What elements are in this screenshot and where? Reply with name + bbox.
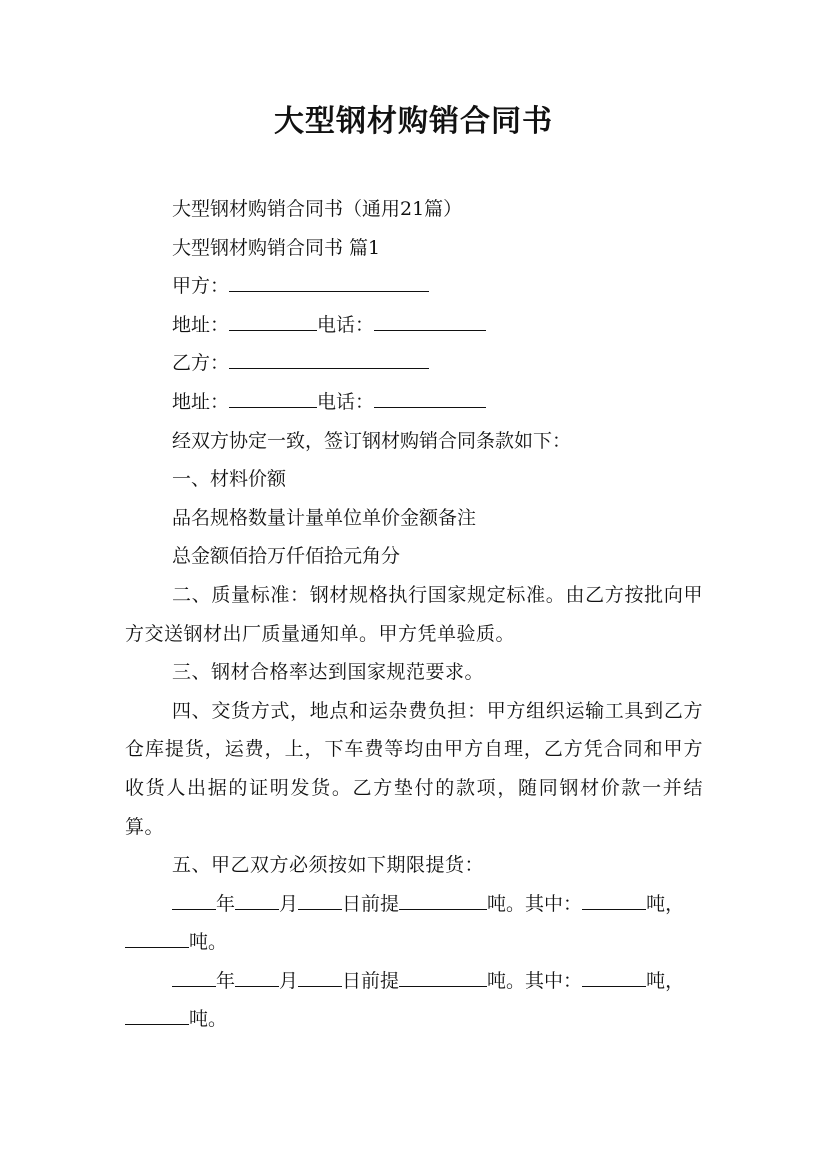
- day-label: 日前提: [342, 969, 400, 992]
- ton-blank: [125, 925, 189, 948]
- year-blank: [172, 887, 216, 910]
- day-label: 日前提: [342, 892, 400, 915]
- party-b-blank: [229, 346, 429, 369]
- ton-comma-label: 吨，: [646, 969, 685, 992]
- party-b-line: [125, 344, 703, 383]
- section-5: 五、甲乙双方必须按如下期限提货：: [172, 854, 485, 877]
- delivery-line-1: [125, 885, 703, 924]
- ton-blank: [582, 887, 646, 910]
- ton-end-label: 吨。: [189, 1008, 228, 1031]
- address-line-b: [125, 383, 703, 422]
- day-blank: [298, 887, 342, 910]
- ton-comma-label: 吨，: [646, 892, 685, 915]
- month-blank: [235, 964, 279, 987]
- year-label: 年: [216, 969, 236, 992]
- ton-end-label: 吨。: [189, 931, 228, 954]
- ton-blank: [125, 1002, 189, 1025]
- party-a-label: 甲方：: [172, 275, 230, 298]
- party-a-line: [125, 267, 703, 306]
- day-blank: [298, 964, 342, 987]
- heading-line: 大型钢材购销合同书（通用21篇）: [172, 198, 463, 220]
- month-blank: [235, 887, 279, 910]
- address-label: 地址：: [172, 390, 230, 413]
- ton-blank: [582, 964, 646, 987]
- phone-blank: [374, 308, 486, 331]
- phone-label: 电话：: [317, 313, 375, 336]
- address-line-a: [125, 306, 703, 345]
- document-title: 大型钢材购销合同书: [274, 104, 553, 139]
- phone-label: 电话：: [317, 390, 375, 413]
- table-header-line: 品名规格数量计量单位单价金额备注: [172, 506, 477, 529]
- ton-blank: [399, 887, 487, 910]
- address-blank: [229, 308, 317, 331]
- address-label: 地址：: [172, 313, 230, 336]
- sub-heading: 大型钢材购销合同书 篇1: [172, 236, 381, 259]
- section-1: 一、材料价额: [172, 468, 287, 491]
- delivery-line-2: [125, 962, 703, 1001]
- phone-blank: [374, 385, 486, 408]
- ton-blank: [399, 964, 487, 987]
- ton-among-label: 吨。其中：: [487, 969, 583, 992]
- month-label: 月: [279, 892, 299, 915]
- document-body: [125, 190, 703, 1039]
- year-blank: [172, 964, 216, 987]
- delivery-line-1-cont: [125, 923, 703, 962]
- party-b-label: 乙方：: [172, 352, 230, 375]
- month-label: 月: [279, 969, 299, 992]
- year-label: 年: [216, 892, 236, 915]
- address-blank: [229, 385, 317, 408]
- delivery-line-2-cont: [125, 1000, 703, 1039]
- ton-among-label: 吨。其中：: [487, 892, 583, 915]
- party-a-blank: [229, 269, 429, 292]
- section-4: 四、交货方式，地点和运杂费负担：甲方组织运输工具到乙方仓库提货，运费，上，下车费等均由甲方自理，乙方凭合同和甲方收货人出据的证明发货。乙方垫付的款项，随同钢材价款一并结算。: [125, 699, 703, 838]
- total-amount-line: 总金额佰拾万仟佰拾元角分: [172, 545, 401, 568]
- intro-text: 经双方协定一致，签订钢材购销合同条款如下：: [172, 429, 572, 452]
- section-2: 二、质量标准：钢材规格执行国家规定标准。由乙方按批向甲方交送钢材出厂质量通知单。甲方凭单验质。: [125, 583, 703, 645]
- section-3: 三、钢材合格率达到国家规范要求。: [172, 661, 485, 684]
